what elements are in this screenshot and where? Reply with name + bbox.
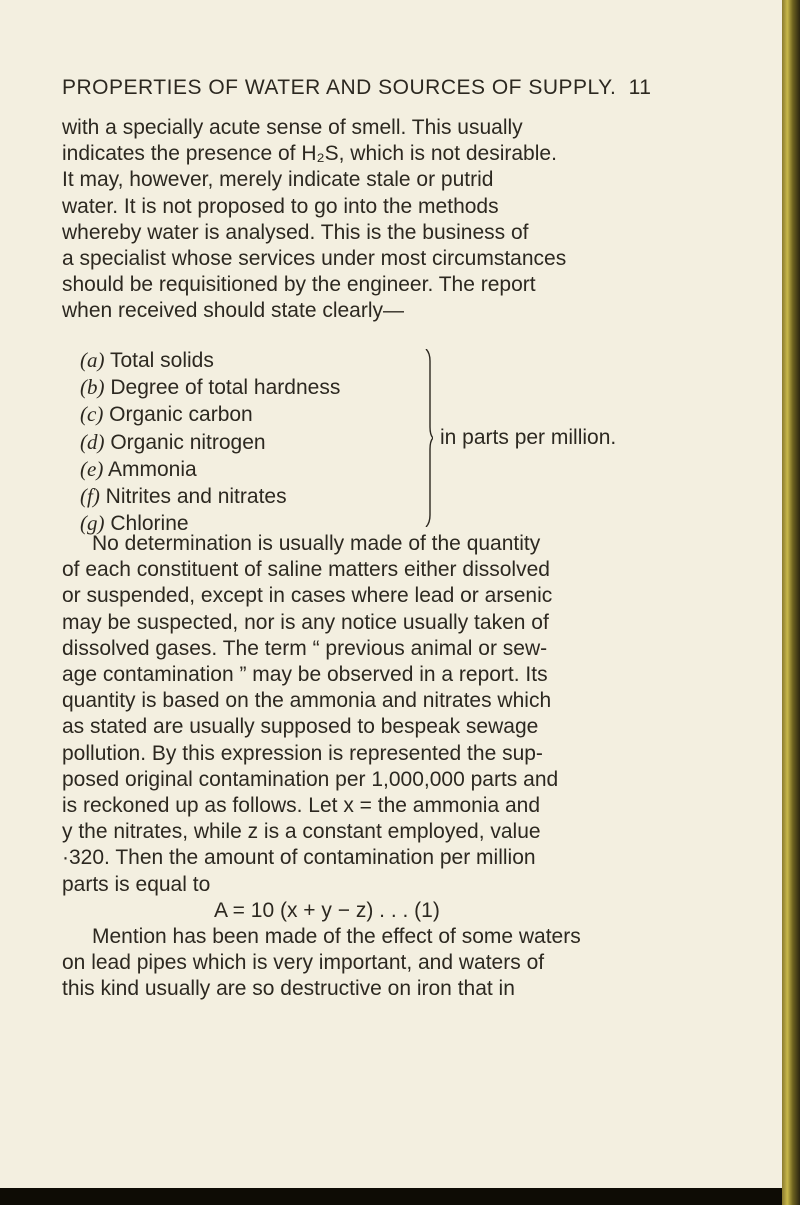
list-marker: (e) [80,456,104,481]
list-marker: (f) [80,484,100,509]
list-marker: (a) [80,348,105,372]
text-line: this kind usually are so destructive on iron that in [62,977,515,1001]
list-item [80,456,340,483]
equation: A = 10 (x + y − z) . . . (1) [214,898,440,922]
text-line: when received should state clearly— [62,299,405,323]
list-item-text: Total solids [109,349,214,372]
text-line: posed original contamination per 1,000,000 parts and [62,767,559,791]
list-marker: (c) [80,402,104,427]
page-number: 11 [628,76,652,99]
list-item-text: Organic nitrogen [110,430,266,454]
text-line: Mention has been made of the effect of some waters [92,925,581,949]
page-bottom-edge [0,1188,782,1205]
text-line: water. It is not proposed to go into the methods [62,194,499,218]
list-marker: (b) [80,375,105,400]
paragraph-contamination [62,531,662,1003]
list-item [80,374,340,401]
list-marker: (g) [80,511,105,536]
book-binding-edge [782,0,800,1205]
list-item-text: Organic carbon [109,403,253,427]
text-line: whereby water is analysed. This is the business of [62,220,529,244]
list-item-text: Chlorine [110,512,189,536]
text-line: dissolved gases. The term “ previous animal or sew- [62,636,548,660]
list-item [80,483,340,510]
text-line: of each constituent of saline matters either dissolved [62,558,550,582]
running-header [62,76,651,100]
text-line: parts is equal to [62,872,211,896]
text-line: y the nitrates, while z is a constant employed, value [62,820,541,844]
text-line: It may, however, merely indicate stale or putrid [62,168,494,192]
brace-bracket [425,349,433,527]
text-line: may be suspected, nor is any notice usually taken of [62,610,549,634]
paragraph-intro [62,115,662,325]
text-line: age contamination ” may be observed in a report. Its [62,663,548,687]
list-item [80,347,340,374]
text-line: with a specially acute sense of smell. This usually [62,116,523,139]
text-line: should be requisitioned by the engineer. The report [62,273,536,297]
list-item-text: Nitrites and nitrates [105,485,287,509]
text-line: as stated are usually supposed to bespeak sewage [62,715,539,739]
text-line: ·320. Then the amount of contamination per million [62,846,536,870]
text-line: pollution. By this expression is represented the sup- [62,741,543,765]
running-title: PROPERTIES OF WATER AND SOURCES OF SUPPLY. [62,76,617,99]
text-line: is reckoned up as follows. Let x = the ammonia and [62,794,541,818]
text-line: No determination is usually made of the quantity [92,532,541,555]
list-item-text: Degree of total hardness [110,376,341,400]
list-marker: (d) [80,429,105,454]
analysis-list [80,347,340,537]
list-item [80,429,340,456]
brace-label: in parts per million. [440,426,617,449]
list-item-text: Ammonia [108,457,197,481]
text-line: on lead pipes which is very important, and waters of [62,951,545,975]
list-item [80,401,340,428]
text-line: a specialist whose services under most circumstances [62,247,567,271]
text-line: indicates the presence of H₂S, which is not desirable. [62,142,557,166]
text-line: or suspended, except in cases where lead or arsenic [62,584,553,608]
text-line: quantity is based on the ammonia and nitrates which [62,689,552,713]
